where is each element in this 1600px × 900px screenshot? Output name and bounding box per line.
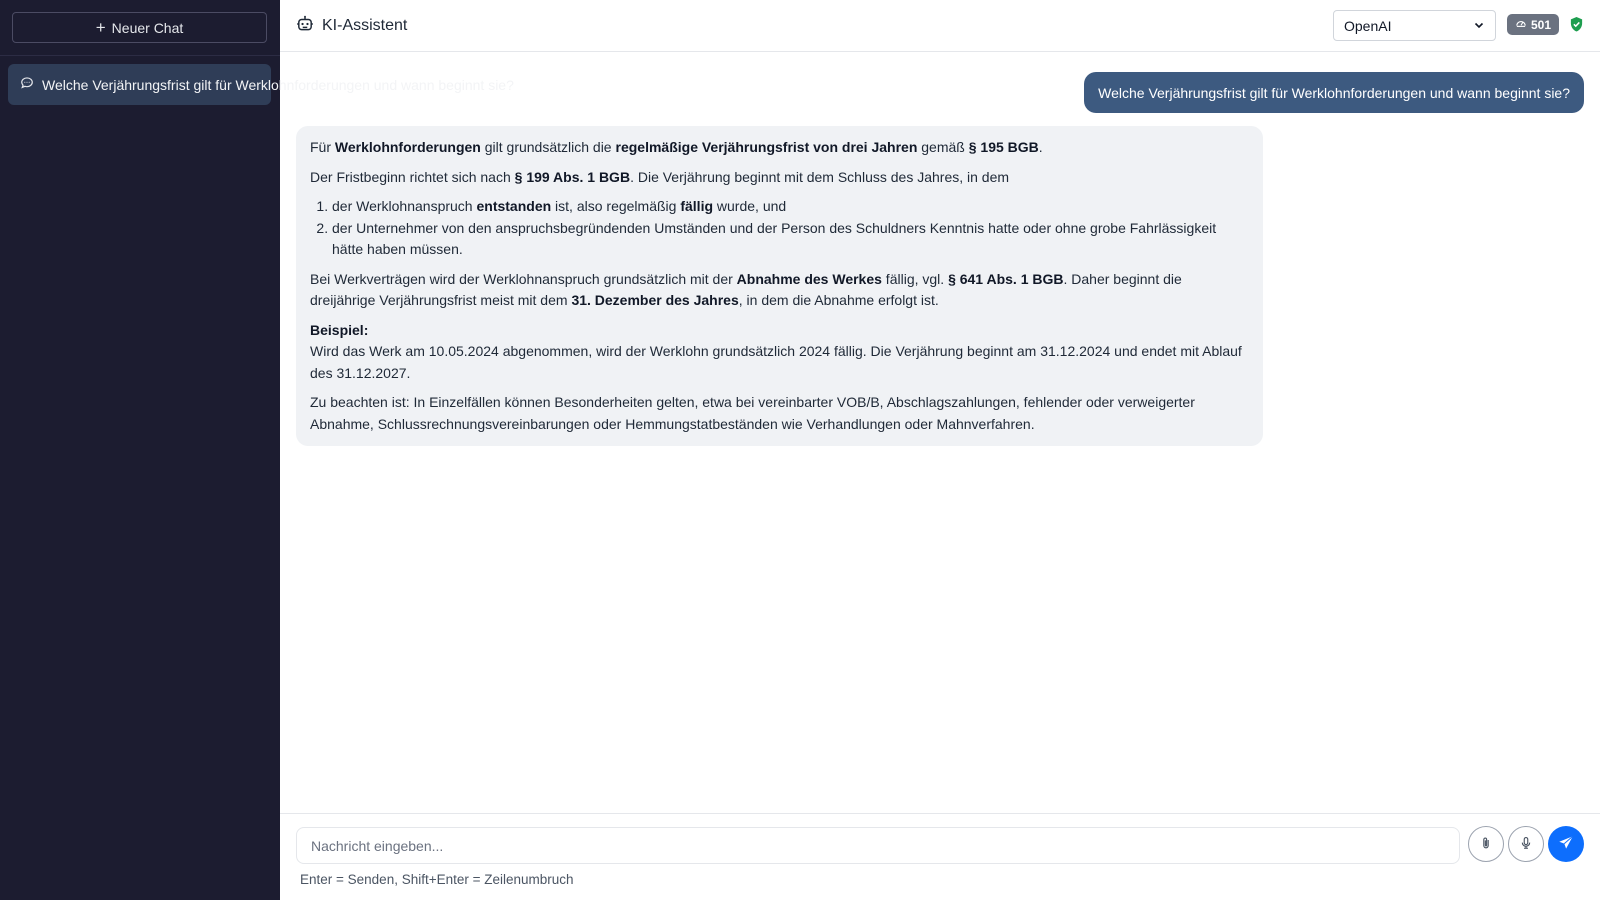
count-badge [1507, 14, 1559, 35]
text: ist, also regelmäßig [551, 198, 681, 214]
bold-text: § 641 Abs. 1 BGB [948, 270, 1064, 287]
answer-list [332, 196, 1249, 261]
message-input[interactable] [296, 827, 1460, 864]
list-item: 2. der Unternehmer von den anspruchsbegründenden Umständen und der Person des Schuldners Kenntnis hatte oder ohne grobe Fahrlässigkeit hätte haben müssen. [332, 218, 1249, 261]
answer-paragraph [310, 137, 1249, 159]
text: Wird das Werk am 10.05.2024 abgenommen, wird der Werklohn grundsätzlich 2024 fällig. Die Verjährung beginnt am 31.12.2024 und endet mit Ablauf des 31.12.2027. [310, 343, 1242, 381]
conversation [280, 52, 1600, 814]
brand [296, 0, 407, 52]
new-chat-label: Neuer Chat [111, 19, 184, 36]
microphone-button[interactable] [1508, 826, 1544, 862]
microphone-icon [1519, 836, 1533, 853]
paperclip-icon [1479, 836, 1493, 853]
bold-text: 31. Dezember des Jahres [571, 292, 739, 308]
bold-text: fällig [680, 198, 714, 214]
list-item [332, 196, 1249, 218]
bold-text: § 199 Abs. 1 BGB [514, 168, 631, 185]
robot-icon [296, 15, 314, 38]
composer [280, 813, 1600, 900]
top-bar [280, 0, 1600, 52]
text: Der Fristbeginn richtet sich nach [310, 168, 515, 185]
bold-text: regelmäßige Verjährungsfrist von drei Jahren [615, 139, 918, 155]
keyboard-hint: Enter = Senden, Shift+Enter = Zeilenumbruch [300, 872, 574, 887]
provider-select[interactable] [1333, 10, 1496, 41]
text: . [1038, 139, 1043, 155]
text: . Die Verjährung beginnt mit dem Schluss des Jahres, in dem [630, 168, 1010, 185]
user-message: Welche Verjährungsfrist gilt für Werklohnforderungen und wann beginnt sie? [1084, 72, 1584, 113]
answer-paragraph [310, 320, 1249, 385]
shield-check-icon [1569, 16, 1584, 38]
answer-paragraph [310, 167, 1249, 189]
bold-text: Werklohnforderungen [334, 139, 481, 155]
text: , in dem die Abnahme erfolgt ist. [738, 292, 939, 308]
chevron-down-icon [1473, 18, 1485, 34]
speedometer-icon [1515, 17, 1527, 32]
text: . Daher beginnt die dreijährige Verjährungsfrist meist mit dem [310, 270, 1182, 308]
text: Bei Werkverträgen wird der Werklohnanspruch grundsätzlich mit der [310, 270, 737, 287]
sidebar-chat-item[interactable] [8, 64, 514, 105]
sidebar-chat-item-label: Welche Verjährungsfrist gilt für Werklohnforderungen und wann beginnt sie? [42, 76, 514, 93]
bold-text: § 195 BGB [968, 139, 1039, 155]
new-chat-button[interactable] [12, 12, 267, 43]
plus-icon: + [95, 18, 106, 37]
bold-text: Abnahme des Werkes [736, 270, 882, 287]
text: wurde, und [713, 198, 787, 214]
send-button[interactable] [1548, 826, 1584, 862]
text: gilt grundsätzlich die [480, 139, 616, 155]
provider-select-value: OpenAI [1344, 17, 1392, 34]
text: Für [310, 139, 335, 155]
send-icon [1558, 835, 1574, 854]
answer-paragraph: Zu beachten ist: In Einzelfällen können Besonderheiten gelten, etwa bei vereinbarter VOB/B, Abschlagszahlungen, fehlender oder verweigerter Abnahme, Schlussrechnungsvereinbarungen oder Hemmungstatbeständen wie Verhandlungen oder Mahnverfahren. [310, 394, 1195, 432]
page-title: KI-Assistent [322, 17, 408, 34]
count-badge-value: 501 [1530, 17, 1552, 32]
attach-button[interactable] [1468, 826, 1504, 862]
example-heading: Beispiel: [310, 321, 369, 338]
assistant-message [296, 126, 1263, 446]
text: fällig, vgl. [881, 270, 949, 287]
answer-paragraph [310, 269, 1249, 312]
bold-text: entstanden [476, 198, 552, 214]
sidebar-divider [0, 55, 280, 56]
text: gemäß [917, 139, 969, 155]
text: der Werklohnanspruch [332, 198, 477, 214]
chat-bubble-icon [20, 76, 34, 93]
